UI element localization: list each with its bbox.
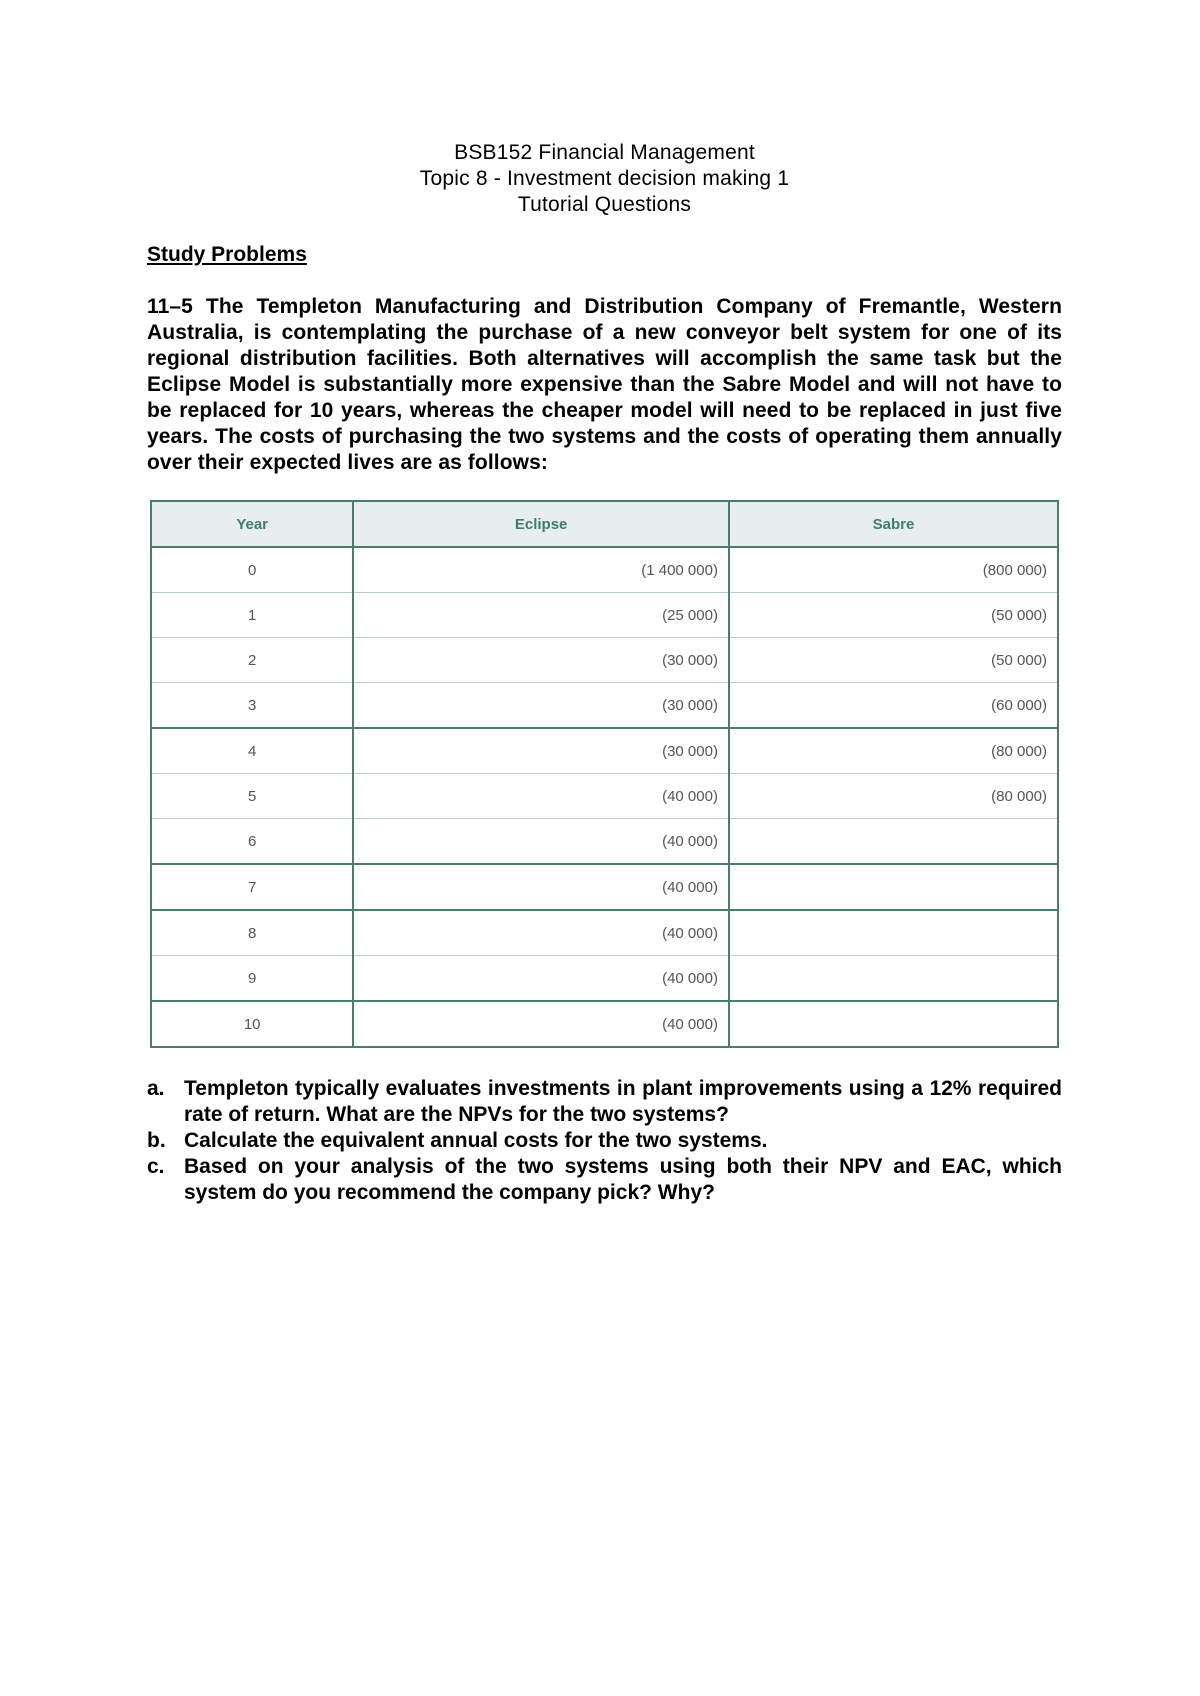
cell-eclipse: (40 000)	[353, 910, 729, 956]
cell-eclipse: (30 000)	[353, 683, 729, 729]
table-row	[151, 547, 1058, 593]
tutorial-title: Tutorial Questions	[517, 193, 692, 216]
question-item	[147, 1076, 1062, 1128]
header-eclipse: Eclipse	[353, 501, 729, 547]
cell-sabre: (50 000)	[729, 593, 1058, 638]
table-row	[151, 1001, 1058, 1047]
header-year: Year	[151, 501, 353, 547]
question-text: Calculate the equivalent annual costs for the two systems.	[184, 1129, 768, 1152]
cell-eclipse: (30 000)	[353, 638, 729, 683]
table-row	[151, 593, 1058, 638]
cell-eclipse: (40 000)	[353, 819, 729, 865]
cell-year: 10	[151, 1001, 353, 1047]
cell-sabre	[729, 864, 1058, 910]
cell-sabre: (800 000)	[729, 547, 1058, 593]
cell-year: 6	[151, 819, 353, 865]
table-row	[151, 864, 1058, 910]
table-row	[151, 956, 1058, 1002]
cell-sabre: (80 000)	[729, 728, 1058, 774]
cell-sabre	[729, 1001, 1058, 1047]
question-letter: a.	[147, 1077, 165, 1100]
cell-eclipse: (1 400 000)	[353, 547, 729, 593]
cell-sabre: (60 000)	[729, 683, 1058, 729]
cashflow-table	[150, 500, 1059, 1048]
cell-sabre	[729, 819, 1058, 865]
table-row	[151, 638, 1058, 683]
cell-sabre: (80 000)	[729, 774, 1058, 819]
question-letter: c.	[147, 1155, 165, 1178]
cell-year: 2	[151, 638, 353, 683]
header-sabre: Sabre	[729, 501, 1058, 547]
table-header-row	[151, 501, 1058, 547]
table-row	[151, 819, 1058, 865]
table-row	[151, 774, 1058, 819]
cell-year: 1	[151, 593, 353, 638]
table-row	[151, 683, 1058, 729]
cell-eclipse: (40 000)	[353, 864, 729, 910]
document-header	[147, 140, 1062, 218]
cashflow-table-container	[150, 500, 1062, 1048]
cell-sabre: (50 000)	[729, 638, 1058, 683]
cell-eclipse: (40 000)	[353, 1001, 729, 1047]
section-title: Study Problems	[147, 243, 307, 266]
cell-year: 9	[151, 956, 353, 1002]
document-page	[147, 140, 1062, 1206]
topic-title: Topic 8 - Investment decision making 1	[419, 167, 790, 190]
cell-eclipse: (40 000)	[353, 956, 729, 1002]
cell-sabre	[729, 956, 1058, 1002]
cell-year: 3	[151, 683, 353, 729]
table-row	[151, 728, 1058, 774]
question-item	[147, 1154, 1062, 1206]
question-text: Based on your analysis of the two systems using both their NPV and EAC, which system do you recommend the company pick? Why?	[184, 1155, 1062, 1204]
cell-year: 7	[151, 864, 353, 910]
question-item	[147, 1128, 1062, 1154]
cell-year: 5	[151, 774, 353, 819]
question-letter: b.	[147, 1129, 166, 1152]
cell-eclipse: (30 000)	[353, 728, 729, 774]
question-text: Templeton typically evaluates investments in plant improvements using a 12% required rate of return. What are the NPVs for the two systems?	[184, 1077, 1062, 1126]
cell-year: 8	[151, 910, 353, 956]
problem-statement: 11–5 The Templeton Manufacturing and Distribution Company of Fremantle, Western Australia, is contemplating the purchase of a new conveyor belt system for one of its regional distribution facilities. Both alternatives will accomplish the same task but the Eclipse Model is substantially more expensive than the Sabre Model and will not have to be replaced for 10 years, whereas the cheaper model will need to be replaced in just five years. The costs of purchasing the two systems and the costs of operating them annually over their expected lives are as follows:	[147, 295, 1062, 474]
cell-eclipse: (25 000)	[353, 593, 729, 638]
course-title: BSB152 Financial Management	[454, 141, 755, 164]
cell-year: 0	[151, 547, 353, 593]
cell-year: 4	[151, 728, 353, 774]
table-row	[151, 910, 1058, 956]
cell-eclipse: (40 000)	[353, 774, 729, 819]
cell-sabre	[729, 910, 1058, 956]
question-list	[147, 1076, 1062, 1206]
